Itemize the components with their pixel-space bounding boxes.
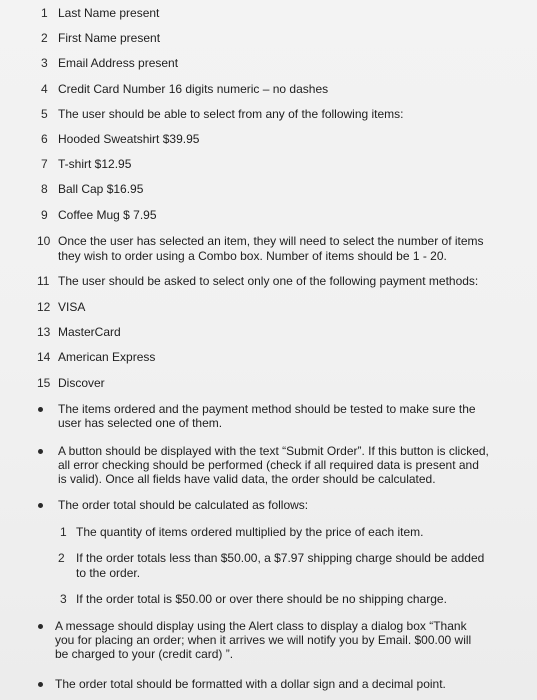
- bullet-text: A message should display using the Alert class to display a dialog box “Thank: [55, 619, 467, 633]
- item-text: Hooded Sweatshirt $39.95: [58, 132, 200, 146]
- item-number: 15: [37, 376, 51, 390]
- item-number: 7: [41, 157, 48, 171]
- bullet-text: all error checking should be performed (check if all required data is present and: [58, 458, 479, 472]
- bullet-text: The order total should be calculated as follows:: [58, 498, 309, 512]
- bullet-marker: [38, 449, 43, 454]
- item-number: 10: [37, 234, 51, 248]
- sub-item-text: If the order totals less than $50.00, a $7.97 shipping charge should be added: [76, 551, 485, 565]
- item-number: 2: [41, 31, 48, 45]
- item-text: First Name present: [58, 31, 161, 45]
- item-number: 5: [41, 107, 48, 121]
- sub-item-text: The quantity of items ordered multiplied by the price of each item.: [76, 525, 424, 539]
- item-number: 4: [41, 82, 48, 96]
- item-text: Credit Card Number 16 digits numeric – no dashes: [58, 82, 329, 96]
- sub-item-number: 1: [60, 525, 67, 539]
- bullet-text: you for placing an order; when it arrives we will notify you by Email. $00.00 will: [55, 633, 472, 647]
- bullet-marker: [38, 503, 43, 508]
- sub-item-text: If the order total is $50.00 or over there should be no shipping charge.: [76, 592, 447, 606]
- item-text: American Express: [58, 350, 156, 364]
- bullet-marker: [38, 682, 43, 687]
- bullet-marker: [38, 624, 43, 629]
- item-number: 6: [41, 132, 48, 146]
- bullet-text: The items ordered and the payment method should be tested to make sure the: [58, 402, 476, 416]
- bullet-text: A button should be displayed with the text “Submit Order”. If this button is clicked,: [58, 444, 489, 458]
- item-number: 12: [37, 300, 51, 314]
- item-text: T-shirt $12.95: [58, 157, 132, 171]
- item-text: Last Name present: [58, 6, 160, 20]
- bullet-text: The order total should be formatted with a dollar sign and a decimal point.: [55, 677, 446, 691]
- item-number: 13: [37, 325, 51, 339]
- item-text: Email Address present: [58, 56, 179, 70]
- bullet-text: user has selected one of them.: [58, 416, 223, 430]
- item-number: 8: [41, 182, 48, 196]
- sub-item-number: 2: [58, 551, 65, 565]
- sub-item-number: 3: [60, 592, 67, 606]
- item-number: 14: [37, 350, 51, 364]
- item-number: 9: [41, 208, 48, 222]
- item-number: 3: [41, 56, 48, 70]
- item-text: Once the user has selected an item, they will need to select the number of items: [58, 234, 484, 248]
- item-number: 1: [41, 6, 48, 20]
- item-text: The user should be able to select from any of the following items:: [58, 107, 404, 121]
- item-text: VISA: [58, 300, 86, 314]
- bullet-text: be charged to your (credit card) ”.: [55, 647, 234, 661]
- item-number: 11: [37, 274, 50, 288]
- bullet-marker: [38, 407, 43, 412]
- item-text: MasterCard: [58, 325, 121, 339]
- item-text: The user should be asked to select only one of the following payment methods:: [58, 274, 479, 288]
- item-text: they wish to order using a Combo box. Number of items should be 1 - 20.: [58, 249, 447, 263]
- item-text: Coffee Mug $ 7.95: [58, 208, 157, 222]
- sub-item-text: to the order.: [76, 566, 141, 580]
- item-text: Ball Cap $16.95: [58, 182, 144, 196]
- item-text: Discover: [58, 376, 105, 390]
- bullet-text: is valid). Once all fields have valid data, the order should be calculated.: [58, 472, 436, 486]
